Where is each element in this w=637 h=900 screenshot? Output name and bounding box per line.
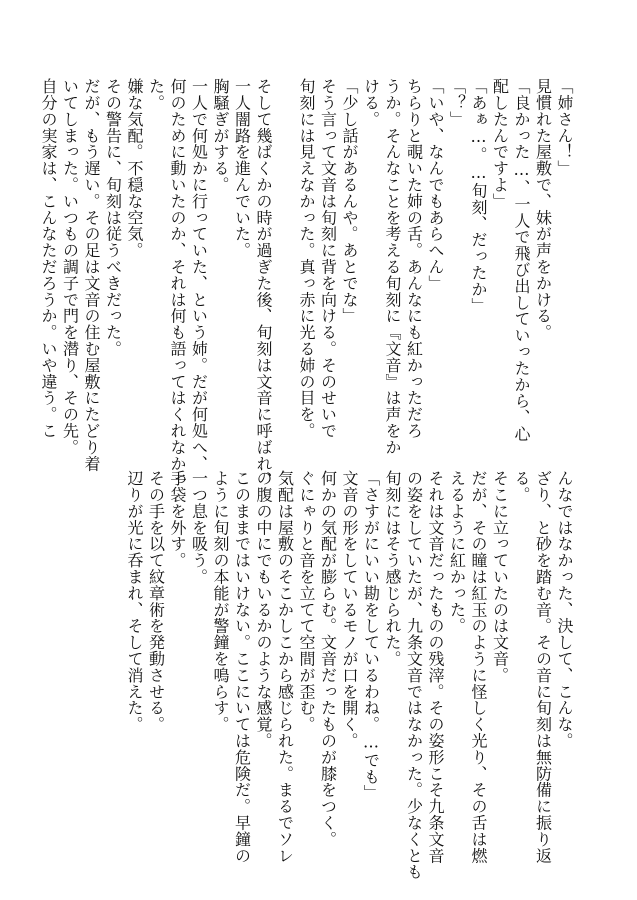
text-line: 旬刻には見えなかった。真っ赤に光る姉の目を。 xyxy=(297,78,316,439)
text-line: だが、その瞳は紅玉のように怪しく光り、その舌は燃 xyxy=(469,470,488,864)
text-line: た。 xyxy=(146,78,166,111)
text-line: 一人闇路を進んでいた。 xyxy=(232,78,252,259)
text-line: んなではなかった、決して、こんな。 xyxy=(555,470,574,749)
text-line: うか。そんなことを考える旬刻に『文音』は声をか xyxy=(383,78,402,456)
text-line: その手を以て紋章術を発動させる。 xyxy=(146,470,166,733)
text-line: 「あぁ…。…旬刻、だったか」 xyxy=(469,78,488,314)
text-line: 配したんですよ」 xyxy=(490,78,510,210)
text-line: 「姉さん！」 xyxy=(555,78,574,177)
text-line: 「少し話があるんや。あとでな」 xyxy=(340,78,359,324)
text-line: ざり、と砂を踏む音。その音に旬刻は無防備に振り返 xyxy=(533,470,553,864)
text-line: ぐにゃりと音を立てて空間が歪む。 xyxy=(297,470,316,733)
text-line: 何かの気配が膨らむ。文音だったものが膝をつく。 xyxy=(318,470,338,848)
text-block-top xyxy=(39,78,575,488)
text-line: 手袋を外す。 xyxy=(168,470,187,569)
text-line: そう言って文音は旬刻に背を向ける。そのせいで xyxy=(318,78,338,439)
text-line: そこに立っていたのは文音。 xyxy=(490,470,510,684)
text-line: その警告に、旬刻は従うべきだった。 xyxy=(103,78,123,357)
text-line: 嫌な気配。不穏な空気。 xyxy=(125,78,144,259)
text-line: 気配は屋敷のそこかしこから感じられた。まるでソレ xyxy=(275,470,295,864)
text-line: いてしまった。いつもの調子で門を潜り、その先。 xyxy=(60,78,80,456)
text-line: る。 xyxy=(512,470,531,503)
text-line: ちらりと覗いた姉の舌。あんなにも紅かっただろ xyxy=(404,78,424,439)
text-line: 胸騒ぎがする。 xyxy=(211,78,230,193)
text-line: の姿をしていたが、九条文音ではなかった。少なくとも xyxy=(404,470,424,880)
text-line: 「さすがにいい勘をしているわね。…でも」 xyxy=(361,470,381,801)
text-line: えるように紅かった。 xyxy=(447,470,467,634)
text-line xyxy=(274,78,296,418)
text-line: 「？」 xyxy=(447,78,467,128)
text-block-bottom xyxy=(125,470,575,880)
text-line: そして幾ばくかの時が過ぎた後、旬刻は文音に呼ばれ、 xyxy=(254,78,273,488)
text-line: の腹の中にでもいるかのような感覚。 xyxy=(254,470,273,749)
text-line: 辺りが光に呑まれ、そして消えた。 xyxy=(125,470,144,733)
text-line: 一人で何処かに行っていた、という姉。だが何処へ、 xyxy=(189,78,209,472)
text-line: それは文音だったものの残滓。その姿形こそ九条文音 xyxy=(426,470,445,864)
text-line: 「いや、なんでもあらへん」 xyxy=(426,78,445,292)
text-line: このままではいけない。ここにいては危険だ。早鐘の xyxy=(232,470,252,864)
text-line: ける。 xyxy=(361,78,381,128)
text-line: だが、もう遅い。その足は文音の住む屋敷にたどり着 xyxy=(82,78,101,472)
text-line: 旬刻にはそう感じられた。 xyxy=(383,470,402,667)
text-line: 何のために動いたのか、それは何も語ってはくれなかっ xyxy=(168,78,187,488)
text-line: 自分の実家は、こんなただろうか。いや違う。こ xyxy=(39,78,58,439)
text-line: 一つ息を吸う。 xyxy=(189,470,209,585)
text-line: 文音の形をしているモノが口を開く。 xyxy=(340,470,359,749)
text-line: 「良かった…、一人で飛び出していったから、心 xyxy=(512,78,531,442)
text-line: 見慣れた屋敷で、妹が声をかける。 xyxy=(533,78,553,341)
text-line: ように旬刻の本能が警鐘を鳴らす。 xyxy=(211,470,230,733)
